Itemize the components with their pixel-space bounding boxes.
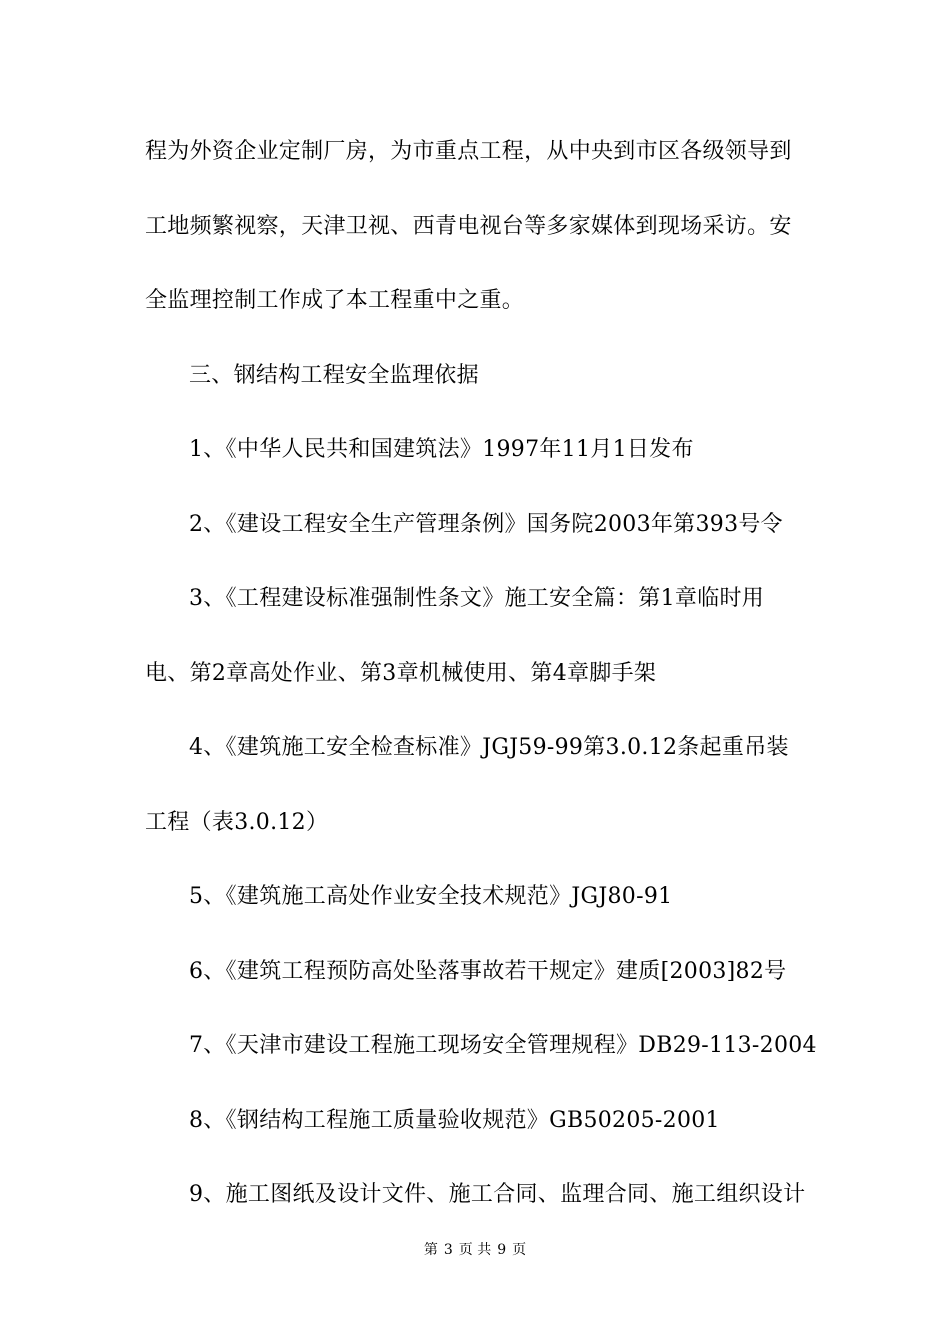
footer-prefix: 第 bbox=[423, 1242, 438, 1258]
list-item: 3、《工程建设标准强制性条文》施工安全篇：第1章临时用 bbox=[189, 586, 765, 611]
page-footer bbox=[0, 1240, 950, 1260]
list-item: 9、施工图纸及设计文件、施工合同、监理合同、施工组织设计 bbox=[189, 1182, 806, 1207]
list-item: 7、《天津市建设工程施工现场安全管理规程》DB29-113-2004 bbox=[189, 1033, 817, 1058]
list-item-continuation: 工程（表3.0.12） bbox=[145, 810, 329, 835]
list-item: 4、《建筑施工安全检查标准》JGJ59-99第3.0.12条起重吊装 bbox=[189, 735, 789, 760]
footer-current-page: 3 bbox=[443, 1242, 453, 1258]
list-item: 1、《中华人民共和国建筑法》1997年11月1日发布 bbox=[189, 437, 694, 462]
footer-total-pages: 9 bbox=[497, 1242, 507, 1258]
section-heading: 三、钢结构工程安全监理依据 bbox=[189, 363, 479, 388]
list-item: 8、《钢结构工程施工质量验收规范》GB50205-2001 bbox=[189, 1108, 720, 1133]
list-item: 6、《建筑工程预防高处坠落事故若干规定》建质[2003]82号 bbox=[189, 959, 787, 984]
list-item: 5、《建筑施工高处作业安全技术规范》JGJ80-91 bbox=[189, 884, 673, 909]
footer-suffix: 页 bbox=[512, 1242, 527, 1258]
list-item-continuation: 电、第2章高处作业、第3章机械使用、第4章脚手架 bbox=[145, 661, 657, 686]
paragraph-line: 程为外资企业定制厂房，为市重点工程，从中央到市区各级领导到 bbox=[145, 139, 792, 164]
list-item: 2、《建设工程安全生产管理条例》国务院2003年第393号令 bbox=[189, 512, 783, 537]
paragraph-line: 全监理控制工作成了本工程重中之重。 bbox=[145, 288, 525, 313]
footer-middle: 页 共 bbox=[458, 1242, 492, 1258]
paragraph-line: 工地频繁视察，天津卫视、西青电视台等多家媒体到现场采访。安 bbox=[145, 214, 792, 239]
